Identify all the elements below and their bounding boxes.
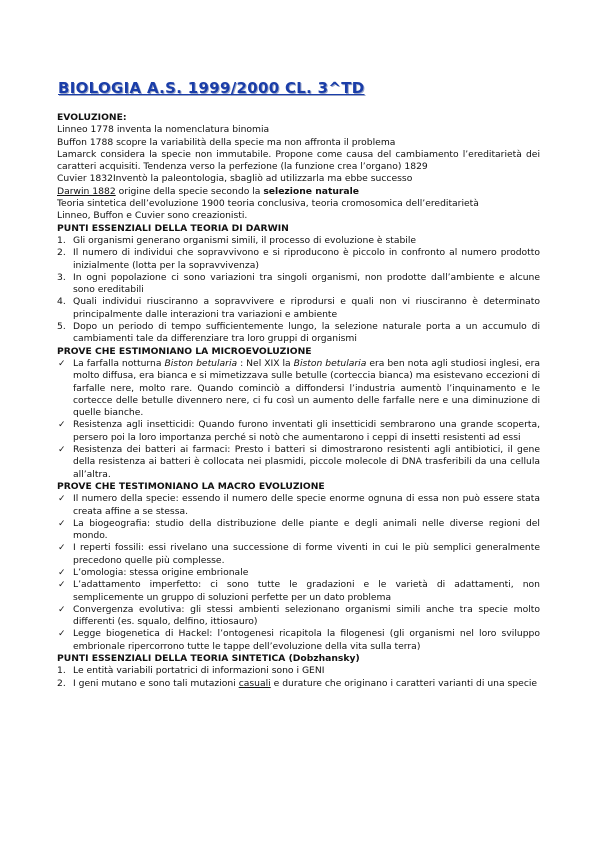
list-item-text: Dopo un periodo di tempo sufficientemente lungo, la selezione naturale porta a un accumulo di cambiamenti tale da differenziare tra loro gruppi di organismi	[73, 321, 540, 345]
inline-text: origine della specie secondo la	[115, 185, 264, 197]
checkmark-icon: ✓	[58, 629, 66, 640]
list-item	[57, 235, 540, 247]
list-item	[57, 579, 540, 604]
text-line-darwin	[57, 186, 540, 198]
list-item-text: Resistenza dei batteri ai farmaci: Presto i batteri si dimostrarono resistenti agli antibiotici, il gene della resistenza ai batteri è collocata nei plasmidi, piccole molecole di DNA trasferibili da una cellula all’altra.	[73, 444, 540, 480]
section-heading-macro: PROVE CHE TESTIMONIANO LA MACRO EVOLUZIONE	[57, 480, 325, 492]
list-item	[57, 493, 540, 518]
list-item-text: Convergenza evolutiva: gli stessi ambienti selezionano organismi simili anche tra specie molto differenti (es. squalo, delfino, ittiosauro)	[73, 603, 540, 628]
text-line: Buffon 1788 scopre la variabilità della specie ma non affronta il problema	[57, 136, 396, 148]
list-item	[57, 272, 540, 297]
inline-text: era ben nota agli studiosi inglesi, era molto diffusa, era bianca e si mimetizzava sulle betulle (corteccia bianca) ma esistevano eccezioni di farfalle nere, molto rare. Quando cominciò a diffondersi l’industria aumentò l’inquinamento e le cortecce delle betulle divennero nere, ci fu così un aumento delle farfalle nere e una diminuzione di quelle bianche.	[73, 357, 541, 419]
checkmark-icon: ✓	[58, 604, 66, 615]
list-item-text: In ogni popolazione ci sono variazioni tra singoli organismi, non prodotte dall’ambiente e alcune sono ereditabili	[73, 271, 540, 296]
list-item-text: L’omologia: stessa origine embrionale	[73, 566, 249, 578]
list-item	[57, 444, 540, 481]
list-item-text: Il numero della specie: essendo il numero delle specie enorme ognuna di essa non può essere stata creata affine a se stessa.	[73, 493, 540, 517]
list-item-text: Gli organismi generano organismi simili, il processo di evoluzione è stabile	[73, 234, 417, 246]
text-line: Linneo 1778 inventa la nomenclatura binomia	[57, 124, 270, 136]
list-item-text: I reperti fossili: essi rivelano una successione di forme viventi in cui le più semplici generalmente precedono quelle più complesse.	[73, 542, 540, 566]
checkmark-icon: ✓	[58, 580, 66, 591]
italic-text: Biston betularia	[164, 357, 238, 369]
list-number: 1.	[57, 234, 66, 246]
text-line: Cuvier 1832Inventò la paleontologia, sbagliò ad utilizzarla ma ebbe successo	[57, 173, 413, 185]
list-item	[57, 247, 540, 272]
list-item	[57, 628, 540, 653]
list-item	[57, 665, 540, 677]
list-item	[57, 358, 540, 419]
list-item	[57, 419, 540, 444]
checkmark-icon: ✓	[58, 567, 66, 578]
list-item	[57, 321, 540, 346]
list-item	[57, 604, 540, 629]
list-item-text: Il numero di individui che sopravvivono e si riproducono è piccolo in confronto al numero prodotto inizialmente (lotta per la sopravvivenza)	[73, 247, 540, 271]
checkmark-icon: ✓	[58, 358, 66, 369]
list-item-text: Le entità variabili portatrici di informazioni sono i GENI	[73, 665, 325, 677]
list-item	[57, 296, 540, 321]
text-line: Teoria sintetica dell’evoluzione 1900 teoria conclusiva, teoria cromosomica dell’ereditarietà	[57, 198, 479, 210]
inline-text: : Nel XIX la	[237, 357, 294, 369]
text-paragraph: Lamarck considera la specie non immutabile. Propone come causa del cambiamento l’ereditarietà dei caratteri acquisiti. Tendenza verso la perfezione (la funzione crea l’organo) 1829	[57, 148, 540, 173]
document-body	[57, 112, 540, 690]
list-number: 5.	[57, 321, 66, 333]
list-item-text: L’adattamento imperfetto: ci sono tutte le gradazioni e le varietà di adattamenti, non semplicemente un gruppo di soluzioni perfette per un dato problema	[73, 579, 540, 603]
list-item-text: Resistenza agli insetticidi: Quando furono inventati gli insetticidi sembrarono una grande scoperta, persero poi la loro importanza perché si notò che aumentarono i ceppi di insetti resistenti ad essi	[73, 419, 540, 443]
underlined-text: Darwin 1882	[57, 185, 116, 197]
list-item	[57, 678, 540, 690]
list-number: 2.	[57, 677, 66, 689]
list-item-text: La biogeografia: studio della distribuzione delle piante e degli animali nelle diverse regioni del mondo.	[73, 517, 540, 542]
list-item-text	[73, 678, 540, 690]
list-number: 2.	[57, 247, 66, 259]
underlined-text: casuali	[238, 677, 271, 689]
list-number: 3.	[57, 271, 66, 283]
list-item	[57, 518, 540, 543]
checkmark-icon: ✓	[58, 445, 66, 456]
section-heading-sintetica: PUNTI ESSENZIALI DELLA TEORIA SINTETICA (Dobzhansky)	[57, 653, 360, 665]
bold-text: selezione naturale	[263, 185, 359, 197]
list-item	[57, 567, 540, 579]
inline-text: La farfalla notturna	[73, 357, 165, 369]
list-number: 4.	[57, 296, 66, 308]
list-item	[57, 542, 540, 567]
list-item-text	[73, 358, 540, 419]
italic-text: Biston betularia	[293, 357, 367, 369]
inline-text: I geni mutano e sono tali mutazioni	[73, 677, 239, 689]
section-heading-micro: PROVE CHE ESTIMONIANO LA MICROEVOLUZIONE	[57, 345, 312, 357]
list-number: 1.	[57, 665, 66, 677]
section-heading-darwin: PUNTI ESSENZIALI DELLA TEORIA DI DARWIN	[57, 222, 289, 234]
list-item-text: Quali individui riusciranno a sopravvivere e riprodursi e quali non vi riusciranno è determinato principalmente dalle interazioni tra variazioni e ambiente	[73, 296, 540, 320]
list-item-text: Legge biogenetica di Hackel: l’ontogenesi ricapitola la filogenesi (gli organismi nel loro sviluppo embrionale ripercorrono tutte le tappe dell’evoluzione della vita sulla terra)	[73, 628, 540, 652]
checkmark-icon: ✓	[58, 494, 66, 505]
checkmark-icon: ✓	[58, 543, 66, 554]
checkmark-icon: ✓	[58, 420, 66, 431]
inline-text: e durature che originano i caratteri varianti di una specie	[270, 677, 538, 689]
text-line: Linneo, Buffon e Cuvier sono creazionisti.	[57, 210, 248, 222]
document-title: BIOLOGIA A.S. 1999/2000 CL. 3^TD	[58, 79, 365, 97]
checkmark-icon: ✓	[58, 518, 66, 529]
section-heading-evoluzione: EVOLUZIONE:	[57, 112, 127, 123]
